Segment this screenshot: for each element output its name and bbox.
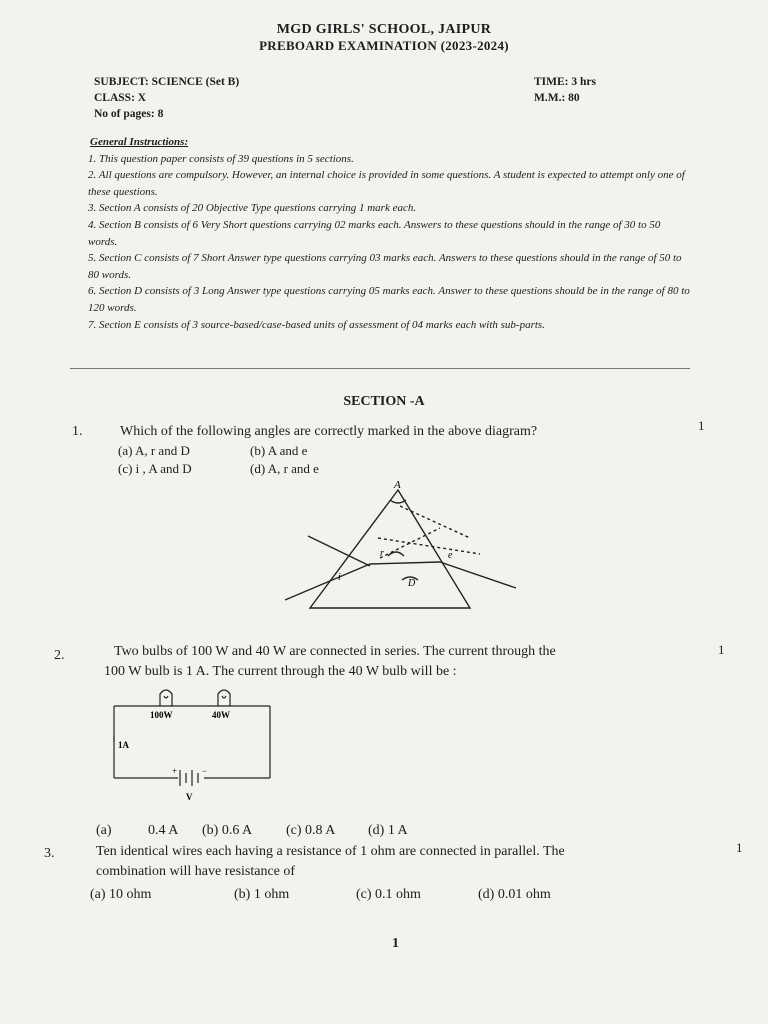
question-2-options [96,822,408,840]
question-2-text-line-1: Two bulbs of 100 W and 40 W are connected in series. The current through the [114,644,556,659]
emergent-ray [440,562,516,588]
time-line: TIME: 3 hrs [534,76,596,88]
label-r: r [380,548,384,559]
label-i: i [338,572,341,583]
general-instructions [70,134,690,333]
bulb-1-label: 100W [150,710,173,720]
class-line: CLASS: X [94,92,147,104]
instruction-item: 3. Section A consists of 20 Objective Type questions carrying 1 mark each. [88,202,417,215]
section-title: SECTION -A [343,394,425,409]
angle-r-arc [388,552,404,556]
question-2-marks: 1 [718,642,725,657]
question-1-options-row-2 [118,460,319,478]
option-c: (c) 0.1 ohm [356,887,421,902]
question-3-marks: 1 [736,840,743,855]
question-1-marks: 1 [698,418,705,433]
instruction-item: 4. Section B consists of 6 Very Short questions carrying 02 marks each. Answers to these questions should in the range of 30 to 50 words. [88,218,661,248]
question-1-text: Which of the following angles are correctly marked in the above diagram? [120,424,538,439]
series-circuit-diagram [108,684,278,804]
bulb-1-icon [160,690,172,706]
option-c: (c) 0.8 A [286,823,336,838]
question-3-number: 3. [44,846,55,861]
battery-minus-label: − [202,766,208,776]
prism-diagram [280,478,530,618]
question-1-number: 1. [72,424,83,439]
option-b: (b) A and e [250,443,308,458]
option-a: (a) A, r and D [118,443,190,458]
school-name: MGD GIRLS' SCHOOL, JAIPUR [276,22,492,37]
question-3-text-line-1: Ten identical wires each having a resistance of 1 ohm are connected in parallel. The [96,844,565,859]
page-number: 1 [392,936,399,951]
option-a: (a) [96,823,112,838]
option-c: (c) i , A and D [118,461,192,476]
exam-title: PREBOARD EXAMINATION (2023-2024) [259,38,509,53]
subject-line: SUBJECT: SCIENCE (Set B) [94,76,240,88]
option-a: (a) 10 ohm [90,887,152,902]
current-label: 1A [118,740,129,750]
max-marks-line: M.M.: 80 [534,92,580,104]
question-3-text-line-2: combination will have resistance of [96,864,296,879]
question-2-text-line-2: 100 W bulb is 1 A. The current through the 40 W bulb will be : [104,664,457,679]
instruction-item: 2. All questions are compulsory. However, an internal choice is provided in some questions. A student is expected to attempt only one of these questions. [88,169,685,198]
option-d: (d) 0.01 ohm [478,887,551,902]
option-b: (b) 0.6 A [202,823,253,838]
instruction-item: 5. Section C consists of 7 Short Answer type questions carrying 03 marks each. Answers to these questions should in the range of 50 to 80 words. [88,252,682,281]
option-b: (b) 1 ohm [234,887,290,902]
instruction-item: 1. This question paper consists of 39 questions in 5 sections. [88,152,354,165]
label-e: e [448,550,453,561]
question-1-options-row-1 [118,442,307,460]
label-D: D [408,578,416,589]
instruction-item: 6. Section D consists of 3 Long Answer type questions carrying 05 marks each. Answer to these questions should be in the range of 80 to 120 words. [88,285,690,314]
battery-plus-label: + [172,766,178,776]
option-a-value: 0.4 A [148,823,179,838]
exam-meta-left [94,74,239,122]
battery-label: V [186,792,193,802]
incident-normal [285,564,370,600]
question-3-options [90,886,551,904]
pages-line: No of pages: 8 [94,108,164,120]
instructions-title: General Instructions: [90,136,189,148]
question-2-number: 2. [54,648,65,663]
exam-meta-right [534,74,596,106]
option-d: (d) 1 A [368,823,408,838]
bulb-2-label: 40W [212,710,230,720]
instruction-item: 7. Section E consists of 3 source-based/case-based units of assessment of 04 marks each with sub-parts. [88,318,545,331]
label-A: A [394,479,401,491]
bulb-2-icon [218,690,230,706]
divider [70,368,690,369]
option-d: (d) A, r and e [250,461,319,476]
refracted-ray [370,562,440,564]
